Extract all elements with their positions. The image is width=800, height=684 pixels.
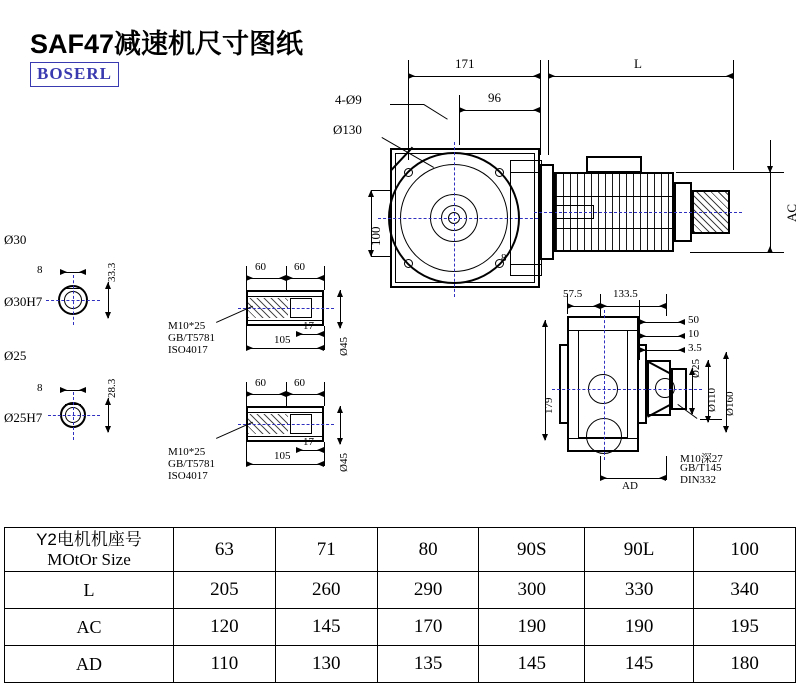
table-cell: 135	[377, 646, 479, 683]
hollow-top-thread-note-3: ISO4017	[168, 344, 208, 356]
shaft-top-d30h7-label: Ø30H7	[4, 294, 43, 309]
side-note-3: DIN332	[680, 474, 717, 486]
table-row	[5, 609, 796, 646]
table-cell: 340	[694, 572, 796, 609]
hollow-top-60b-label: 60	[294, 261, 305, 273]
table-cell: 260	[275, 572, 377, 609]
hollow-top-105-label: 105	[274, 334, 291, 346]
table-row-header	[5, 528, 796, 572]
table-size-cell: 63	[174, 528, 276, 572]
table-cell: 145	[585, 646, 694, 683]
side-d25-label: Ø25	[690, 359, 702, 378]
gearbox-adapter	[510, 160, 542, 276]
hollow-bottom-17-label: 17	[303, 436, 314, 448]
shaft-bottom-key-height-label: 28.3	[106, 378, 118, 398]
table-cell: 145	[275, 609, 377, 646]
table-size-cell: 71	[275, 528, 377, 572]
table-size-cell: 90L	[585, 528, 694, 572]
dim-AC-label: AC	[784, 203, 799, 222]
table-row	[5, 646, 796, 683]
shaft-bottom-key-width-label: 8	[37, 382, 43, 394]
side-foot-left	[559, 344, 569, 424]
table-row	[5, 572, 796, 609]
table-cell: 130	[275, 646, 377, 683]
hollow-bottom-105-label: 105	[274, 450, 291, 462]
table-cell: 300	[479, 572, 585, 609]
shaft-top-d30-label: Ø30	[4, 232, 27, 247]
table-cell: 180	[694, 646, 796, 683]
dim-L-label: L	[634, 56, 642, 71]
hollow-bottom-60b-label: 60	[294, 377, 305, 389]
table-header-cell	[5, 528, 174, 572]
table-header-line2: MOtOr Size	[47, 549, 131, 569]
dim-4-d9-label: 4-Ø9	[335, 92, 362, 107]
bolt-hole-icon	[404, 168, 413, 177]
side-note-2: GB/T145	[680, 462, 722, 474]
side-179-label: 179	[543, 397, 555, 414]
terminal-box	[586, 156, 642, 173]
shaft-bottom-d25-label: Ø25	[4, 348, 27, 363]
table-cell: 110	[174, 646, 276, 683]
shaft-top-key-height-label: 33.3	[106, 262, 118, 282]
table-cell: 190	[585, 609, 694, 646]
dim-100-label: 100	[368, 226, 383, 246]
table-row-label: AC	[5, 609, 174, 646]
hollow-top-thread-note-2: GB/T5781	[168, 332, 216, 344]
brand-logo: BOSERL	[30, 62, 119, 87]
table-header-line1: Y2电机机座号	[36, 530, 142, 549]
side-d110-label: Ø110	[706, 387, 718, 412]
side-3-5-label: 3.5	[688, 342, 702, 354]
bolt-hole-icon	[404, 259, 413, 268]
side-AD-label: AD	[622, 480, 638, 492]
table-size-cell: 100	[694, 528, 796, 572]
dim-8-main-label: 8	[501, 252, 507, 264]
table-size-cell: 80	[377, 528, 479, 572]
table-cell: 120	[174, 609, 276, 646]
table-cell: 170	[377, 609, 479, 646]
hollow-bottom-d45-label: Ø45	[338, 453, 350, 472]
side-10-label: 10	[688, 328, 699, 340]
table-cell: 195	[694, 609, 796, 646]
table-cell: 205	[174, 572, 276, 609]
table-cell: 190	[479, 609, 585, 646]
hollow-top-60a-label: 60	[255, 261, 266, 273]
side-note-1: M10深27	[680, 453, 723, 465]
side-57-5-label: 57.5	[563, 288, 583, 300]
dim-171-label: 171	[455, 56, 475, 71]
hollow-top-17-label: 17	[303, 320, 314, 332]
hollow-bottom-thread-note-3: ISO4017	[168, 470, 208, 482]
side-d160-label: Ø160	[724, 391, 736, 416]
hollow-bottom-60a-label: 60	[255, 377, 266, 389]
table-row-label: L	[5, 572, 174, 609]
hollow-bottom-thread-note-2: GB/T5781	[168, 458, 216, 470]
motor-shaft	[554, 205, 594, 219]
dimension-table	[4, 527, 796, 683]
dim-d130-label: Ø130	[333, 122, 362, 137]
side-50-label: 50	[688, 314, 699, 326]
hollow-top-thread-note-1: M10*25	[168, 320, 206, 332]
table-cell: 145	[479, 646, 585, 683]
page-title: SAF47减速机尺寸图纸	[30, 29, 304, 59]
hollow-bottom-thread-note-1: M10*25	[168, 446, 206, 458]
dim-96-label: 96	[488, 90, 501, 105]
shaft-top-key-width-label: 8	[37, 264, 43, 276]
hollow-top-d45-label: Ø45	[338, 337, 350, 356]
table-cell: 290	[377, 572, 479, 609]
bolt-hole-icon	[495, 168, 504, 177]
table-row-label: AD	[5, 646, 174, 683]
shaft-bottom-d25h7-label: Ø25H7	[4, 410, 43, 425]
side-133-5-label: 133.5	[613, 288, 638, 300]
table-size-cell: 90S	[479, 528, 585, 572]
table-cell: 330	[585, 572, 694, 609]
